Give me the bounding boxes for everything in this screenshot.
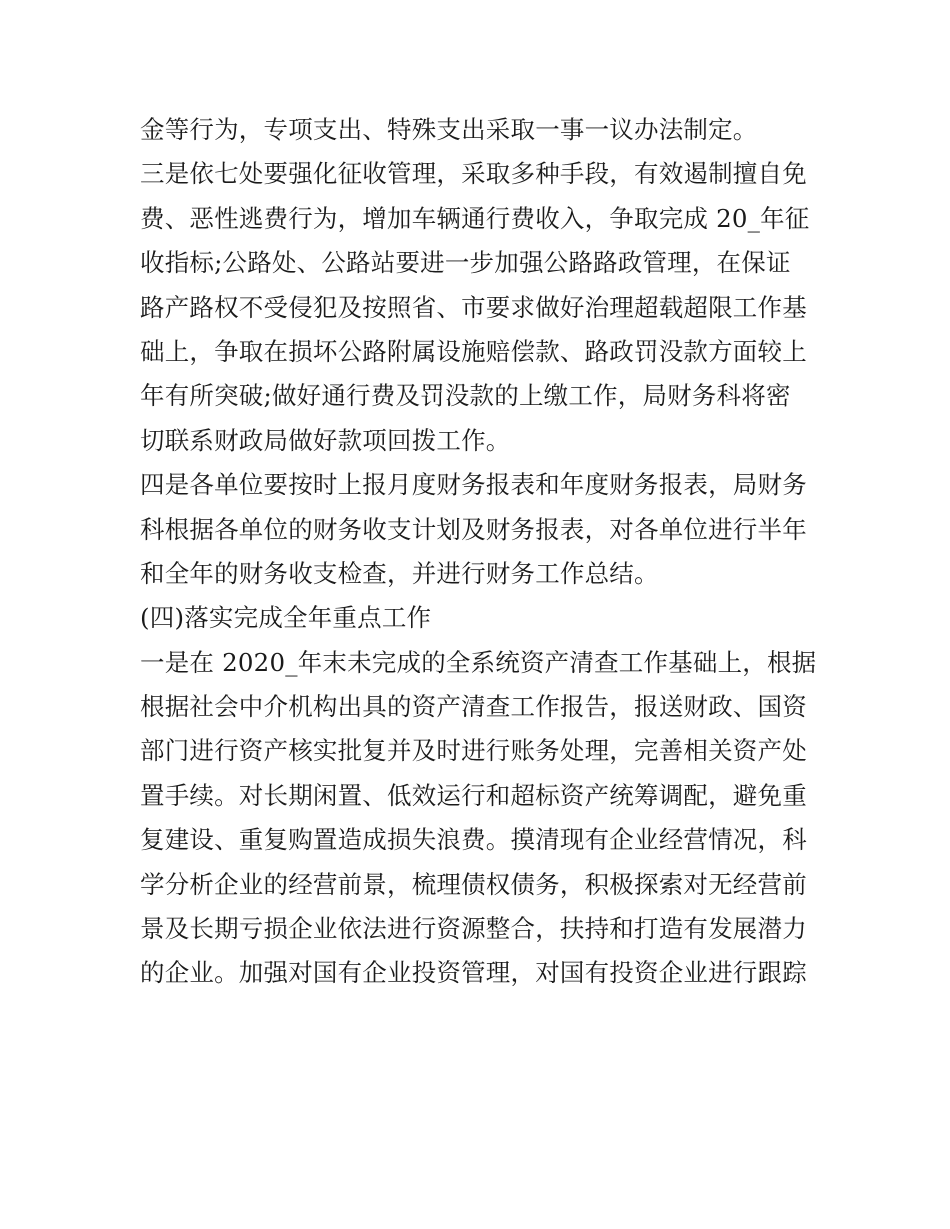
text-line: 部门进行资产核实批复并及时进行账务处理，完善相关资产处 (140, 736, 807, 766)
text-line: 金等行为，专项支出、特殊支出采取一事一议办法制定。 (140, 115, 758, 144)
text-line: 学分析企业的经营前景，梳理债权债务，积极探索对无经营前 (140, 869, 807, 899)
text-line: 础上，争取在损坏公路附属设施赔偿款、路政罚没款方面较上 (140, 336, 807, 366)
text-line: 一是在 2020_年末未完成的全系统资产清查工作基础上，根据 (140, 647, 817, 677)
text-line: 和全年的财务收支检查，并进行财务工作总结。 (140, 558, 659, 588)
text-line: 费、恶性逃费行为，增加车辆通行费收入，争取完成 20_年征 (140, 203, 810, 233)
text-line: 收指标;公路处、公路站要进一步加强公路路政管理，在保证 (140, 248, 791, 278)
text-line: 三是依七处要强化征收管理，采取多种手段，有效遏制擅自免 (140, 159, 807, 189)
document-body (140, 108, 820, 996)
text-line: 四是各单位要按时上报月度财务报表和年度财务报表，局财务 (140, 470, 807, 500)
text-line: 置手续。对长期闲置、低效运行和超标资产统筹调配，避免重 (140, 780, 807, 810)
text-line: 年有所突破;做好通行费及罚没款的上缴工作，局财务科将密 (140, 381, 791, 411)
section-heading: (四)落实完成全年重点工作 (140, 603, 432, 633)
text-line: 复建设、重复购置造成损失浪费。摸清现有企业经营情况，科 (140, 825, 807, 855)
text-line: 切联系财政局做好款项回拨工作。 (140, 425, 511, 455)
text-line: 景及长期亏损企业依法进行资源整合，扶持和打造有发展潜力 (140, 914, 807, 944)
text-line: 路产路权不受侵犯及按照省、市要求做好治理超载超限工作基 (140, 292, 807, 322)
text-line: 的企业。加强对国有企业投资管理，对国有投资企业进行跟踪 (140, 958, 807, 988)
text-line: 根据社会中介机构出具的资产清查工作报告，报送财政、国资 (140, 692, 807, 722)
text-line: 科根据各单位的财务收支计划及财务报表，对各单位进行半年 (140, 514, 807, 544)
